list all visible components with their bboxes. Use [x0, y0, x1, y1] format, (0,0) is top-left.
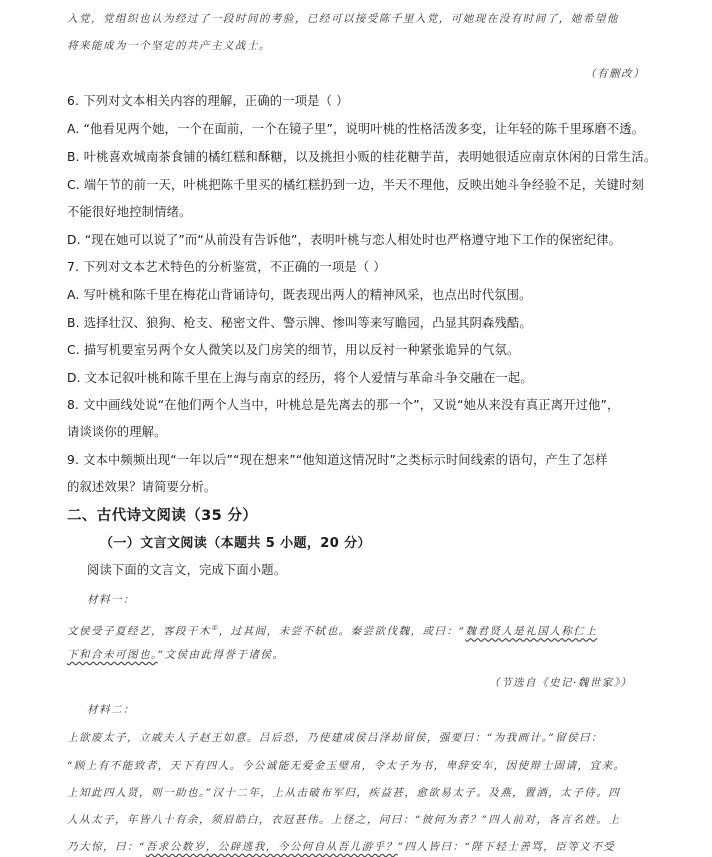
passage-line-1: 入党，党组织也认为经过了一段时间的考验，已经可以接受陈千里入党，可她现在没有时间了，她希望他 — [67, 13, 619, 25]
q6-option-c-line1: C. 端午节的前一天，叶桃把陈千里买的橘红糕扔到一边，半天不理他，反映出她斗争经验不足，关键时刻 — [67, 178, 644, 192]
q8-line2: 请谈谈你的理解。 — [67, 425, 167, 439]
material1-line1 — [67, 619, 597, 641]
q6-option-c-line2: 不能很好地控制情绪。 — [67, 205, 192, 219]
material1-text-c: ”文侯由此得誉于诸侯。 — [157, 649, 285, 661]
underlined-sentence-2: 吾求公数岁，公辟逃我，今公何自从吾儿游乎？ — [145, 841, 398, 853]
q6-stem: 6. 下列对文本相关内容的理解，正确的一项是（ ） — [67, 94, 349, 108]
material2-line2: “顾上有不能致者，天下有四人。今公诚能无爱金玉璧帛，令太子为书，卑辞安车，因使辩士固请，宜来。 — [67, 760, 626, 772]
q9-line2: 的叙述效果？请简要分析。 — [67, 480, 217, 494]
material1-source: （节选自《史记·魏世家》） — [489, 677, 633, 689]
passage-line-2: 将来能成为一个坚定的共产主义战士。 — [67, 40, 271, 52]
material2-line5 — [67, 838, 615, 856]
material2-text-a: 乃大惊，曰：“ — [67, 841, 146, 853]
material1-label: 材料一： — [87, 594, 135, 606]
material2-label: 材料二： — [87, 704, 135, 716]
q8-line1: 8. 文中画线处说“在他们两个人当中，叶桃总是先离去的那一个”，又说“她从来没有真正离开过他”， — [67, 398, 620, 412]
section-title: 二、古代诗文阅读（35 分） — [67, 508, 258, 524]
q7-option-d: D. 文本记叙叶桃和陈千里在上海与南京的经历，将个人爱情与革命斗争交融在一起。 — [67, 371, 533, 385]
footnote-mark: ① — [210, 624, 219, 632]
material2-line1: 上欲废太子，立戚夫人子赵王如意。吕后恐，乃使建成侯吕泽劫留侯，强要曰：“为我画计。”留侯曰： — [67, 732, 604, 744]
q7-option-a: A. 写叶桃和陈千里在梅花山背诵诗句，既表现出两人的精神风采，也点出时代氛围。 — [67, 288, 532, 302]
q6-option-d: D. “现在她可以说了”而“从前没有告诉他”，表明叶桃与恋人相处时也严格遵守地下工作的保密纪律。 — [67, 233, 622, 247]
q6-option-b: B. 叶桃喜欢城南茶食铺的橘红糕和酥糖，以及挑担小贩的桂花糖芋苗，表明她很适应南京休闲的日常生活。 — [67, 150, 657, 164]
material1-text-b: ，过其闾，未尝不轼也。秦尝欲伐魏，或曰：“ — [218, 625, 466, 638]
instruction: 阅读下面的文言文，完成下面小题。 — [87, 563, 287, 577]
q9-line1: 9. 文本中频频出现“一年以后”“现在想来”“他知道这情况时”之类标示时间线索的语句，产生了怎样 — [67, 453, 608, 467]
q6-option-a: A. “他看见两个她，一个在面前，一个在镜子里”，说明叶桃的性格活泼多变，让年轻的陈千里琢磨不透。 — [67, 122, 645, 136]
underlined-sentence-part2: 下和合未可图也。 — [67, 649, 158, 661]
material1-line2 — [67, 646, 284, 664]
q7-option-b: B. 选择壮汉、狼狗、枪支、秘密文件、警示牌、惨叫等来写瞻园，凸显其阴森残酷。 — [67, 316, 532, 330]
q7-option-c: C. 描写机要室另两个女人微笑以及门房笑的细节，用以反衬一种紧张诡异的气氛。 — [67, 343, 520, 357]
underlined-sentence-part1: 魏君贤人是礼国人称仁上 — [465, 625, 598, 638]
q7-stem: 7. 下列对文本艺术特色的分析鉴赏，不正确的一项是（ ） — [67, 260, 386, 274]
section-subtitle: （一）文言文阅读（本题共 5 小题，20 分） — [100, 536, 371, 551]
material2-text-b: ”四人皆曰：“陛下轻士善骂，臣等义不受 — [397, 841, 616, 853]
passage-note: （有删改） — [585, 68, 645, 80]
material2-line3: 上知此四人贤，则一助也。”汉十二年，上从击破布军归，疾益甚，愈欲易太子。及燕，置酒，太子侍。四 — [67, 787, 621, 799]
material2-line4: 人从太子，年皆八十有余，须眉皓白，衣冠甚伟。上怪之，问曰：“彼何为者？”四人前对，各言名姓。上 — [67, 814, 621, 826]
material1-text-a: 文侯受子夏经艺，客段干木 — [67, 625, 211, 638]
